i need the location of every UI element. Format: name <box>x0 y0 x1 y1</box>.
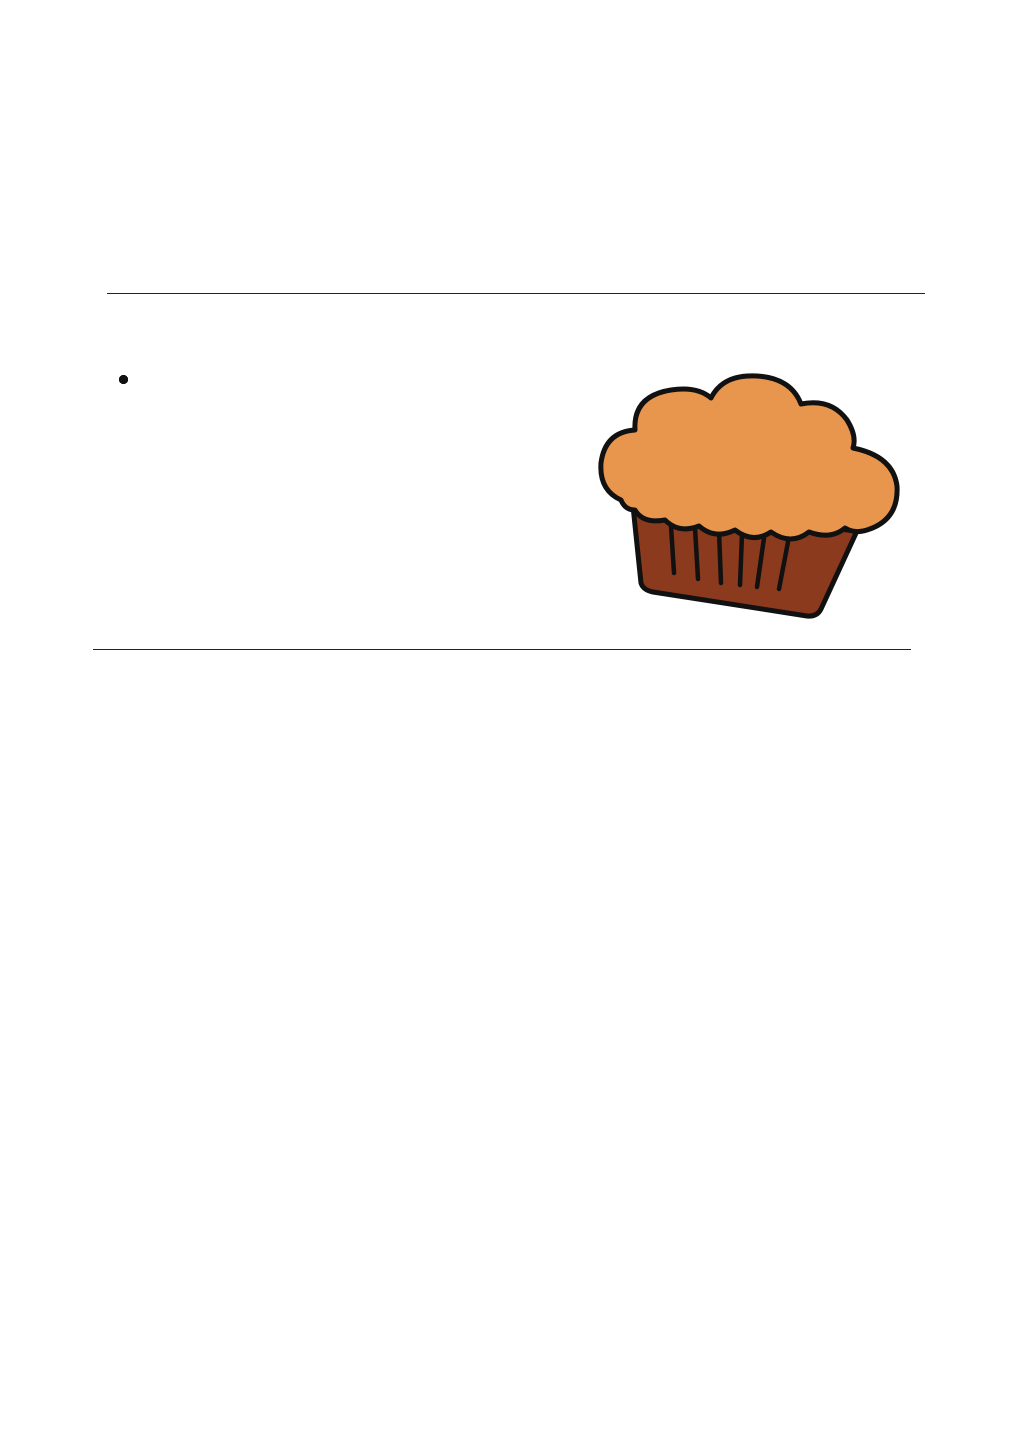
muffin-top <box>601 376 897 539</box>
divider-top <box>107 293 925 294</box>
muffin-icon <box>595 368 905 623</box>
divider-middle <box>93 649 911 650</box>
